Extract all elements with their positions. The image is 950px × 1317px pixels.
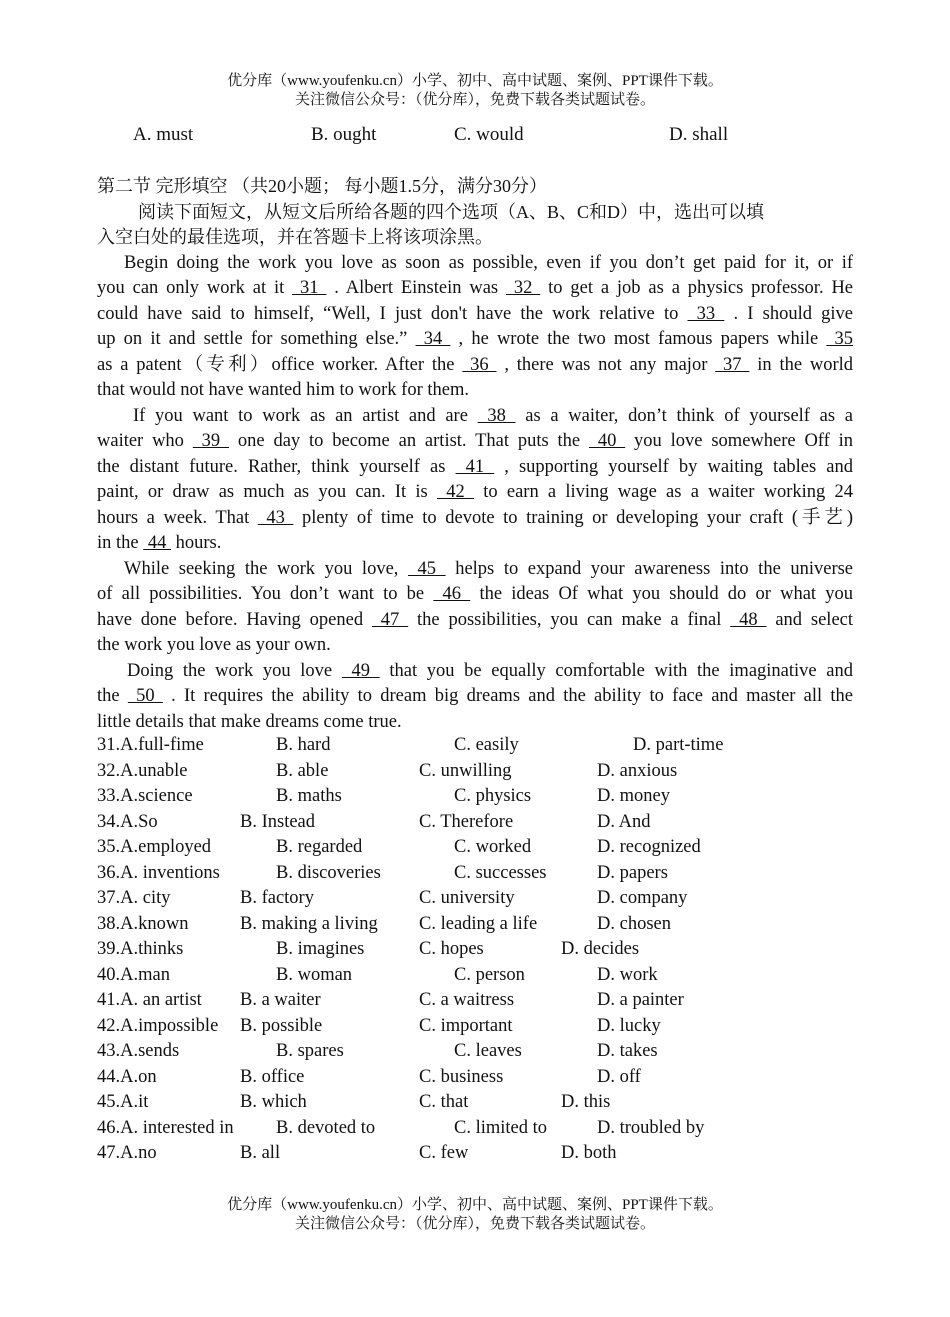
- option-b: B. devoted to: [276, 1118, 376, 1138]
- option-d: D. both: [561, 1143, 617, 1163]
- option-a: 38.A.known: [97, 914, 189, 934]
- prev-option-a: A. must: [133, 124, 194, 145]
- blank-42: 42: [437, 482, 474, 502]
- option-a: 39.A.thinks: [97, 939, 184, 959]
- option-a: 34.A.So: [97, 812, 158, 832]
- passage-line: the distant future. Rather, think yourself as 41 , supporting yourself by waiting tables and: [97, 457, 853, 477]
- option-a: 31.A.full-fime: [97, 735, 204, 755]
- section-instruction-line-1: 阅读下面短文，从短文后所给各题的四个选项（A、B、C和D）中，选出可以填: [138, 202, 765, 222]
- option-b: B. imagines: [276, 939, 365, 959]
- passage-line: Doing the work you love 49 that you be equally comfortable with the imaginative and: [127, 661, 854, 681]
- option-a: 46.A. interested in: [97, 1118, 234, 1138]
- option-d: D. part-time: [633, 735, 724, 755]
- option-d: D. anxious: [597, 761, 678, 781]
- blank-44: 44: [143, 533, 171, 553]
- header-line-2: 关注微信公众号：（优分库），免费下载各类试题试卷。: [294, 92, 655, 108]
- passage-line: paint, or draw as much as you can. It is 42 to earn a living wage as a waiter working 24: [97, 482, 854, 502]
- blank-32: 32: [506, 278, 541, 298]
- option-b: B. making a living: [240, 914, 378, 934]
- blank-49: 49: [341, 661, 380, 681]
- option-d: D. And: [597, 812, 651, 832]
- option-d: D. papers: [597, 863, 668, 883]
- option-a: 33.A.science: [97, 786, 193, 806]
- option-b: B. discoveries: [276, 863, 381, 883]
- option-c: C. easily: [454, 735, 519, 755]
- passage-line: you can only work at it 31 . Albert Einstein was 32 to get a job as a physics professor. He: [97, 278, 854, 298]
- blank-41: 41: [455, 457, 495, 477]
- passage-line: the work you love as your own.: [97, 635, 331, 655]
- option-b: B. spares: [276, 1041, 344, 1061]
- option-c: C. successes: [454, 863, 547, 883]
- blank-33: 33: [687, 304, 725, 324]
- option-b: B. Instead: [240, 812, 316, 832]
- option-c: C. that: [419, 1092, 469, 1112]
- page-footer: [0, 1196, 950, 1234]
- prev-option-c: C. would: [454, 124, 524, 145]
- option-d: D. decides: [561, 939, 640, 959]
- passage-line: of all possibilities. You don’t want to be 46 the ideas Of what you should do or what you: [97, 584, 854, 604]
- option-d: D. company: [597, 888, 688, 908]
- option-a: 42.A.impossible: [97, 1016, 219, 1036]
- blank-45: 45: [407, 559, 446, 579]
- option-d: D. troubled by: [597, 1118, 705, 1138]
- option-c: C. hopes: [419, 939, 484, 959]
- option-a: 40.A.man: [97, 965, 170, 985]
- option-d: D. takes: [597, 1041, 658, 1061]
- passage-line: have done before. Having opened 47 the possibilities, you can make a final 48 and select: [97, 610, 854, 630]
- option-c: C. person: [454, 965, 525, 985]
- passage-line: as a patent（专利）office worker. After the 36 , there was not any major 37 in the world: [97, 355, 854, 375]
- blank-39: 39: [192, 431, 230, 451]
- option-c: C. limited to: [454, 1118, 548, 1138]
- option-a: 41.A. an artist: [97, 990, 202, 1010]
- blank-37: 37: [715, 355, 750, 375]
- option-c: C. a waitress: [419, 990, 515, 1010]
- footer-line-1: 优分库（www.youfenku.cn）小学、初中、高中试题、案例、PPT课件下载。: [227, 1197, 723, 1213]
- passage-line: While seeking the work you love, 45 helps to expand your awareness into the universe: [124, 559, 854, 579]
- prev-option-d: D. shall: [669, 124, 729, 145]
- option-d: D. work: [597, 965, 658, 985]
- option-c: C. physics: [454, 786, 532, 806]
- option-a: 36.A. inventions: [97, 863, 220, 883]
- option-a: 43.A.sends: [97, 1041, 180, 1061]
- option-b: B. factory: [240, 888, 314, 908]
- option-b: B. regarded: [276, 837, 363, 857]
- option-c: C. important: [419, 1016, 513, 1036]
- option-d: D. money: [597, 786, 670, 806]
- option-a: 44.A.on: [97, 1067, 157, 1087]
- option-b: B. able: [276, 761, 329, 781]
- passage-line: in the 44 hours.: [97, 533, 222, 553]
- option-a: 37.A. city: [97, 888, 171, 908]
- footer-line-2: 关注微信公众号：（优分库），免费下载各类试题试卷。: [294, 1216, 655, 1232]
- passage-line: little details that make dreams come true.: [97, 712, 402, 732]
- blank-47: 47: [371, 610, 409, 630]
- blank-50: 50: [127, 686, 163, 706]
- passage-line: could have said to himself, “Well, I just don't have the work relative to 33 . I should give: [97, 304, 853, 324]
- option-b: B. possible: [240, 1016, 323, 1036]
- option-c: C. leaves: [454, 1041, 522, 1061]
- option-a: 35.A.employed: [97, 837, 212, 857]
- option-a: 47.A.no: [97, 1143, 157, 1163]
- option-d: D. recognized: [597, 837, 701, 857]
- option-c: C. unwilling: [419, 761, 512, 781]
- option-b: B. maths: [276, 786, 342, 806]
- blank-34: 34: [415, 329, 451, 349]
- passage-line: Begin doing the work you love as soon as possible, even if you don’t get paid for it, or if: [124, 253, 853, 273]
- passage-line: If you want to work as an artist and are 38 as a waiter, don’t think of yourself as a: [133, 406, 853, 426]
- page-header: [0, 72, 950, 110]
- option-b: B. all: [240, 1143, 281, 1163]
- blank-31: 31: [292, 278, 327, 298]
- option-b: B. which: [240, 1092, 307, 1112]
- option-a: 32.A.unable: [97, 761, 188, 781]
- option-c: C. worked: [454, 837, 532, 857]
- prev-option-b: B. ought: [311, 124, 377, 145]
- blank-40: 40: [588, 431, 626, 451]
- section-title: 第二节 完形填空 （共20小题； 每小题1.5分，满分30分）: [97, 176, 547, 196]
- blank-46: 46: [433, 584, 471, 604]
- option-c: C. business: [419, 1067, 504, 1087]
- passage-line: waiter who 39 one day to become an artist. That puts the 40 you love somewhere Off in: [97, 431, 854, 451]
- option-c: C. university: [419, 888, 515, 908]
- blank-43: 43: [257, 508, 294, 528]
- option-d: D. chosen: [597, 914, 671, 934]
- option-d: D. lucky: [597, 1016, 661, 1036]
- option-d: D. this: [561, 1092, 611, 1112]
- blank-35: 35: [826, 329, 854, 349]
- passage-line: the 50 . It requires the ability to dream big dreams and the ability to face and master all the: [97, 686, 854, 706]
- header-line-1: 优分库（www.youfenku.cn）小学、初中、高中试题、案例、PPT课件下载。: [227, 73, 723, 89]
- passage-line: hours a week. That 43 plenty of time to devote to training or developing your craft (手艺): [97, 508, 854, 528]
- option-b: B. office: [240, 1067, 305, 1087]
- passage-line: that would not have wanted him to work for them.: [97, 380, 469, 400]
- option-b: B. a waiter: [240, 990, 321, 1010]
- option-b: B. hard: [276, 735, 331, 755]
- blank-48: 48: [730, 610, 767, 630]
- passage-line: up on it and settle for something else.” 34 , he wrote the two most famous papers while 35: [97, 329, 854, 349]
- option-c: C. leading a life: [419, 914, 538, 934]
- option-b: B. woman: [276, 965, 353, 985]
- option-c: C. Therefore: [419, 812, 514, 832]
- blank-36: 36: [462, 355, 497, 375]
- option-d: D. a painter: [597, 990, 684, 1010]
- section-instruction-line-2: 入空白处的最佳选项，并在答题卡上将该项涂黑。: [97, 227, 493, 247]
- option-d: D. off: [597, 1067, 641, 1087]
- option-a: 45.A.it: [97, 1092, 149, 1112]
- blank-38: 38: [477, 406, 516, 426]
- option-c: C. few: [419, 1143, 469, 1163]
